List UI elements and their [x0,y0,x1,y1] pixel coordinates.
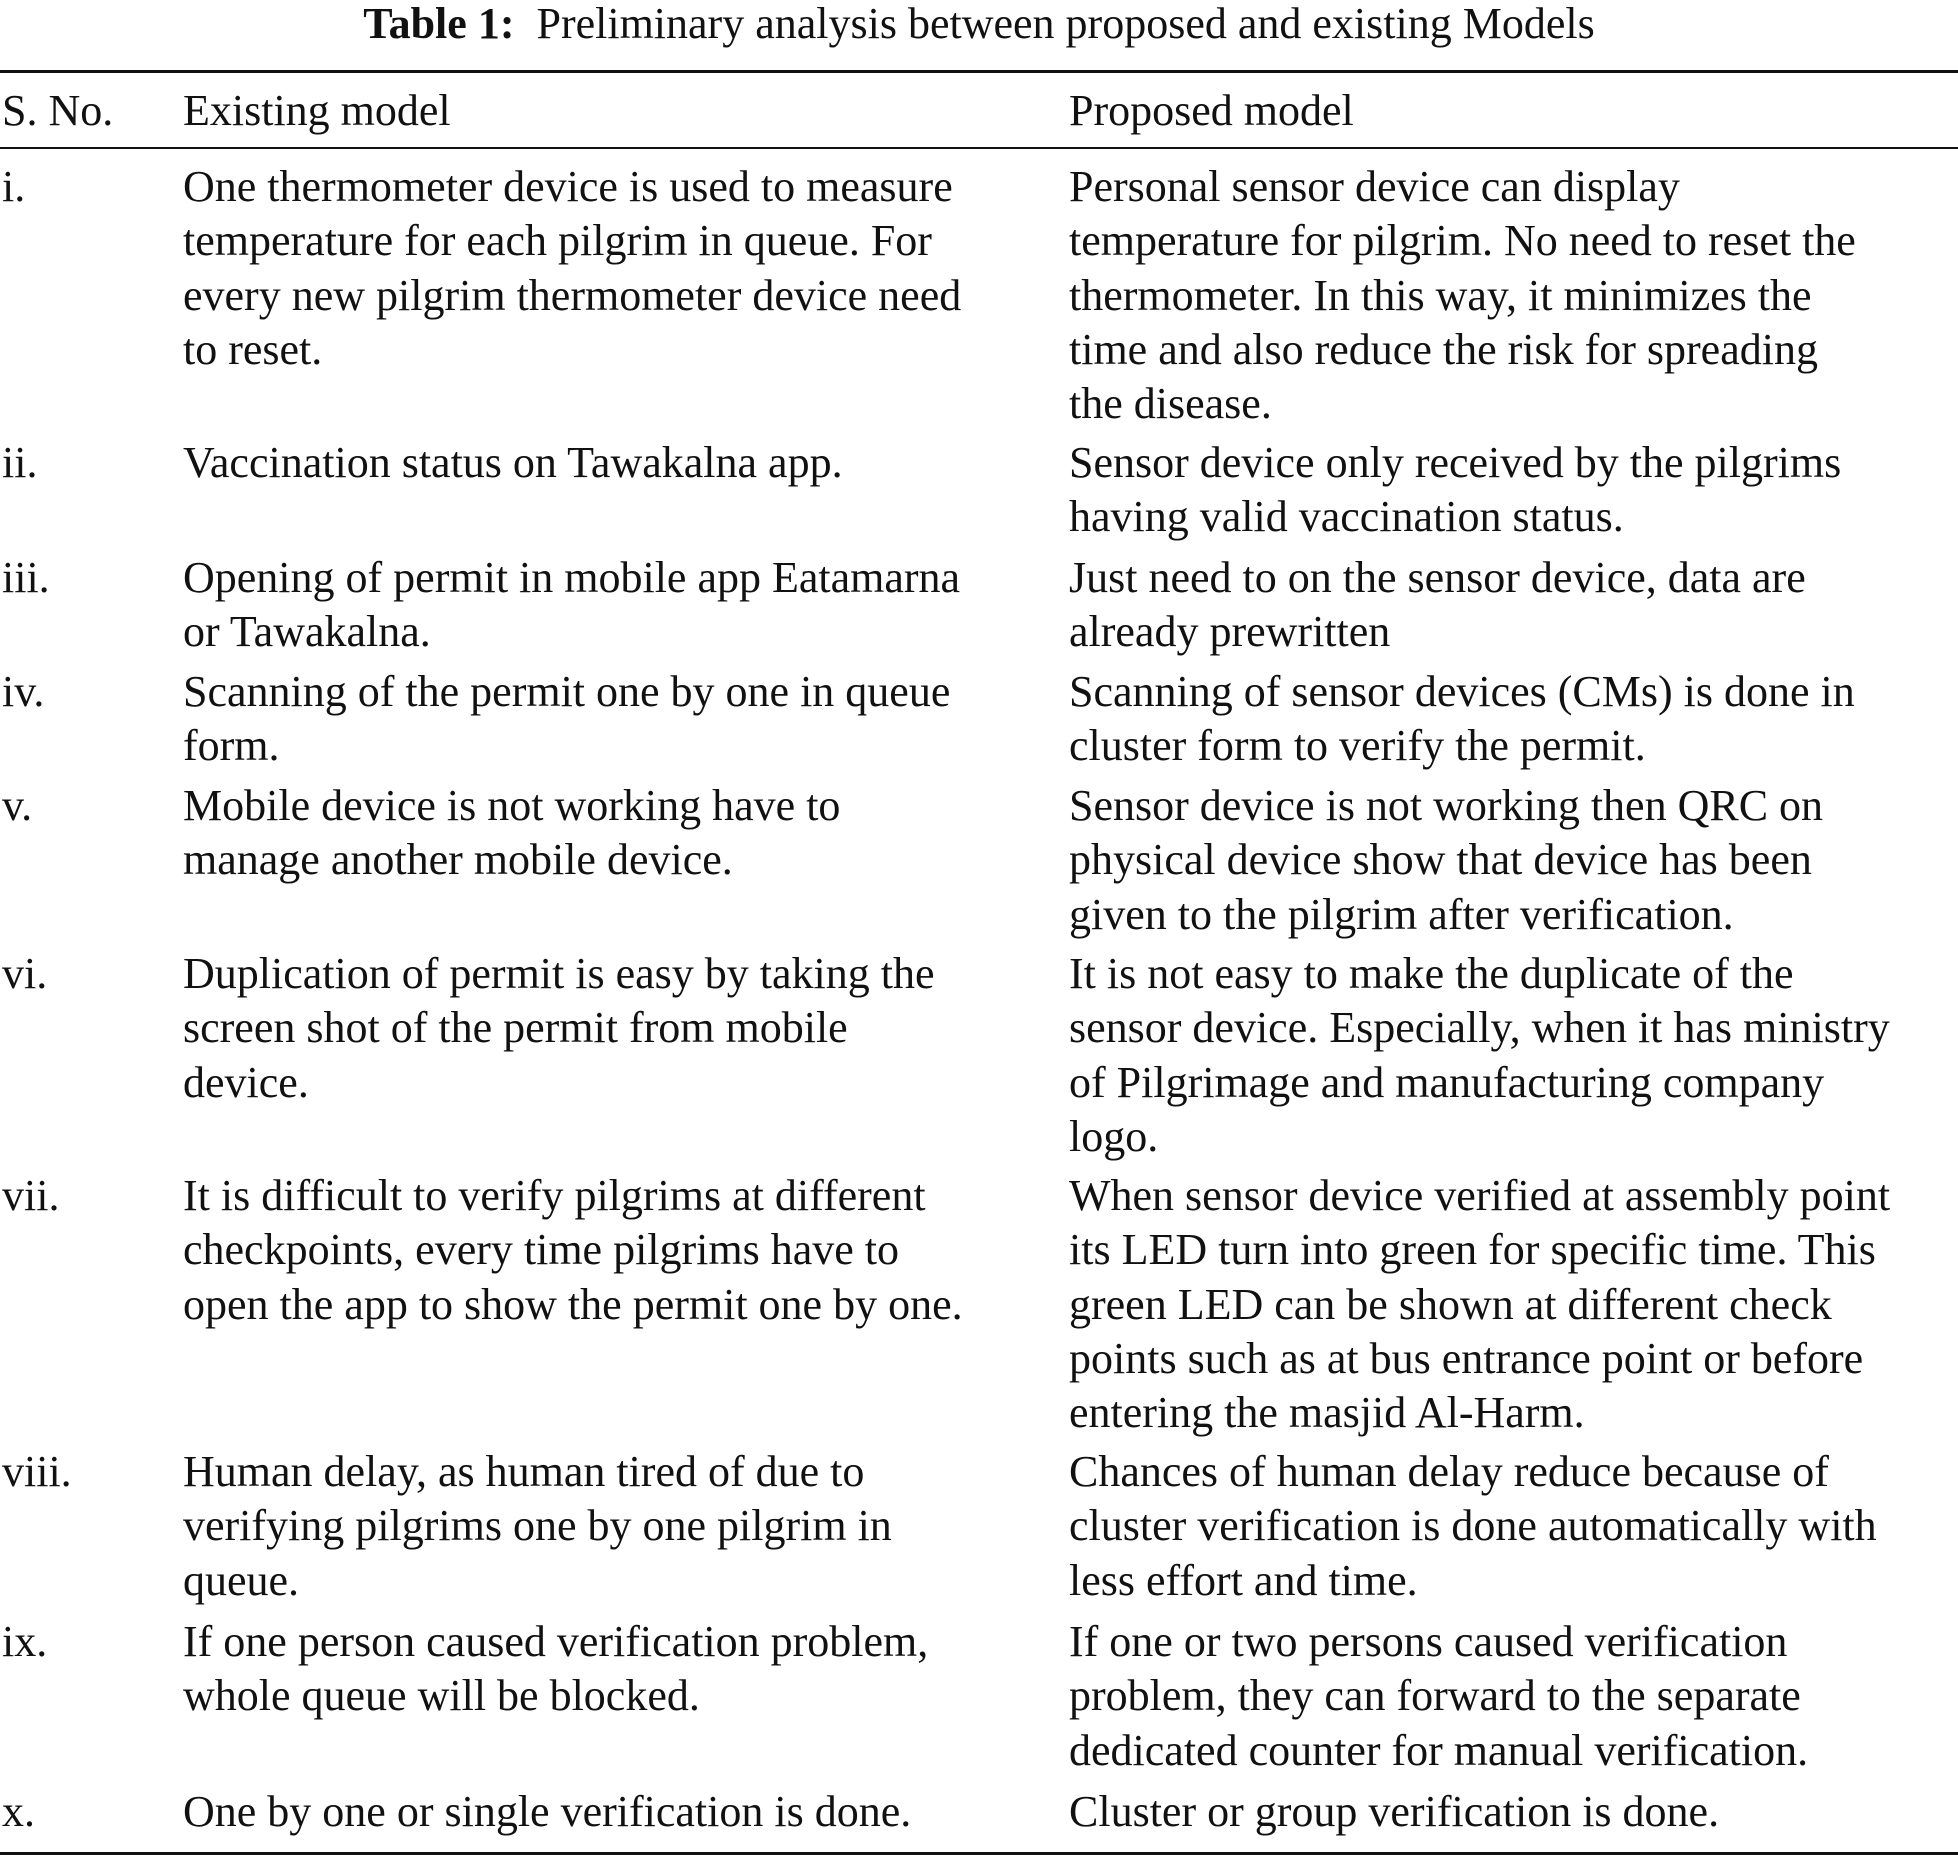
row-number: vi. [2,949,48,998]
header-proposed: Proposed model [1069,86,1354,135]
row-number: vii. [2,1171,60,1220]
proposed-model-cell [1069,160,1958,431]
cell-text-line: or Tawakalna. [183,607,431,657]
table-caption [0,0,1958,48]
cell-text-line: every new pilgrim thermometer device need [183,270,962,320]
proposed-model-cell [1069,1169,1958,1440]
cell-text-line: It is not easy to make the duplicate of the [1069,949,1794,998]
cell-text-line: Scanning of the permit one by one in queue [183,667,951,716]
cell-text-line: Just need to on the sensor device, data are [1069,553,1806,602]
top-rule [0,70,1958,73]
cell-text-line: queue. [183,1555,300,1605]
cell-text-line: Chances of human delay reduce because of [1069,1447,1829,1496]
cell-text-line: If one or two persons caused verification [1069,1617,1788,1666]
existing-model-cell [183,160,1063,377]
cell-text-line: Personal sensor device can display [1069,162,1680,211]
existing-model-cell [183,1615,1063,1724]
cell-text-line: of Pilgrimage and manufacturing company [1069,1057,1825,1107]
proposed-model-cell [1069,436,1958,545]
cell-text-line: entering the masjid Al-Harm. [1069,1388,1585,1438]
cell-text-line: It is difficult to verify pilgrims at different [183,1171,926,1220]
row-number: v. [2,781,33,830]
cell-text-line: points such as at bus entrance point or before [1069,1333,1864,1383]
cell-text-line: Mobile device is not working have to [183,781,841,830]
row-number: ix. [2,1617,48,1666]
cell-text-line: One by one or single verification is done. [183,1787,912,1836]
proposed-model-cell [1069,1445,1958,1608]
cell-text-line: cluster verification is done automatically with [1069,1501,1877,1551]
cell-text-line: Vaccination status on Tawakalna app. [183,438,843,487]
cell-text-line: temperature for each pilgrim in queue. For [183,216,932,266]
existing-model-cell [183,779,1063,888]
cell-text-line: green LED can be shown at different check [1069,1279,1832,1329]
cell-text-line: open the app to show the permit one by one. [183,1279,963,1329]
cell-text-line: form. [183,721,280,771]
cell-text-line: physical device show that device has been [1069,835,1812,885]
header-existing: Existing model [183,86,451,135]
cell-text-line: When sensor device verified at assembly point [1069,1171,1891,1220]
cell-text-line: problem, they can forward to the separate [1069,1671,1801,1721]
caption-title: Preliminary analysis between proposed and existing Models [536,0,1595,48]
cell-text-line: checkpoints, every time pilgrims have to [183,1225,900,1275]
cell-text-line: One thermometer device is used to measure [183,162,953,211]
existing-model-cell [183,551,1063,660]
proposed-model-cell [1069,551,1958,660]
cell-text-line: having valid vaccination status. [1069,492,1624,542]
cell-text-line: time and also reduce the risk for spreading [1069,324,1818,374]
row-number: i. [2,162,26,211]
row-number: iv. [2,667,45,716]
proposed-model-cell [1069,779,1958,942]
cell-text-line: the disease. [1069,379,1272,429]
proposed-model-cell [1069,1785,1958,1839]
existing-model-cell [183,436,1063,490]
cell-text-line: less effort and time. [1069,1555,1418,1605]
cell-text-line: Sensor device only received by the pilgrims [1069,438,1842,487]
existing-model-cell [183,1169,1063,1332]
cell-text-line: thermometer. In this way, it minimizes the [1069,270,1812,320]
cell-text-line: Scanning of sensor devices (CMs) is done in [1069,667,1855,716]
cell-text-line: logo. [1069,1111,1159,1161]
cell-text-line: Sensor device is not working then QRC on [1069,781,1824,830]
table-header [0,86,1958,136]
cell-text-line: manage another mobile device. [183,835,733,885]
cell-text-line: already prewritten [1069,607,1391,657]
existing-model-cell [183,947,1063,1110]
cell-text-line: to reset. [183,324,323,374]
cell-text-line: temperature for pilgrim. No need to reset the [1069,216,1856,266]
cell-text-line: Opening of permit in mobile app Eatamarna [183,553,961,602]
row-number: iii. [2,553,50,602]
cell-text-line: Duplication of permit is easy by taking the [183,949,935,998]
cell-text-line: cluster form to verify the permit. [1069,721,1646,771]
cell-text-line: Cluster or group verification is done. [1069,1787,1720,1836]
header-sno: S. No. [2,86,114,135]
cell-text-line: verifying pilgrims one by one pilgrim in [183,1501,892,1551]
existing-model-cell [183,1785,1063,1839]
row-number: viii. [2,1447,72,1496]
proposed-model-cell [1069,947,1958,1164]
cell-text-line: device. [183,1057,309,1107]
existing-model-cell [183,1445,1063,1608]
cell-text-line: whole queue will be blocked. [183,1671,700,1721]
cell-text-line: screen shot of the permit from mobile [183,1003,848,1053]
row-number: x. [2,1787,35,1836]
existing-model-cell [183,665,1063,774]
cell-text-line: given to the pilgrim after verification. [1069,889,1734,939]
cell-text-line: its LED turn into green for specific time. This [1069,1225,1876,1275]
bottom-rule [0,1852,1958,1855]
cell-text-line: Human delay, as human tired of due to [183,1447,865,1496]
caption-label: Table 1: [363,0,515,48]
cell-text-line: dedicated counter for manual verification. [1069,1725,1809,1775]
cell-text-line: If one person caused verification problem, [183,1617,929,1666]
cell-text-line: sensor device. Especially, when it has ministry [1069,1003,1890,1053]
proposed-model-cell [1069,665,1958,774]
proposed-model-cell [1069,1615,1958,1778]
row-number: ii. [2,438,38,487]
header-rule [0,147,1958,149]
